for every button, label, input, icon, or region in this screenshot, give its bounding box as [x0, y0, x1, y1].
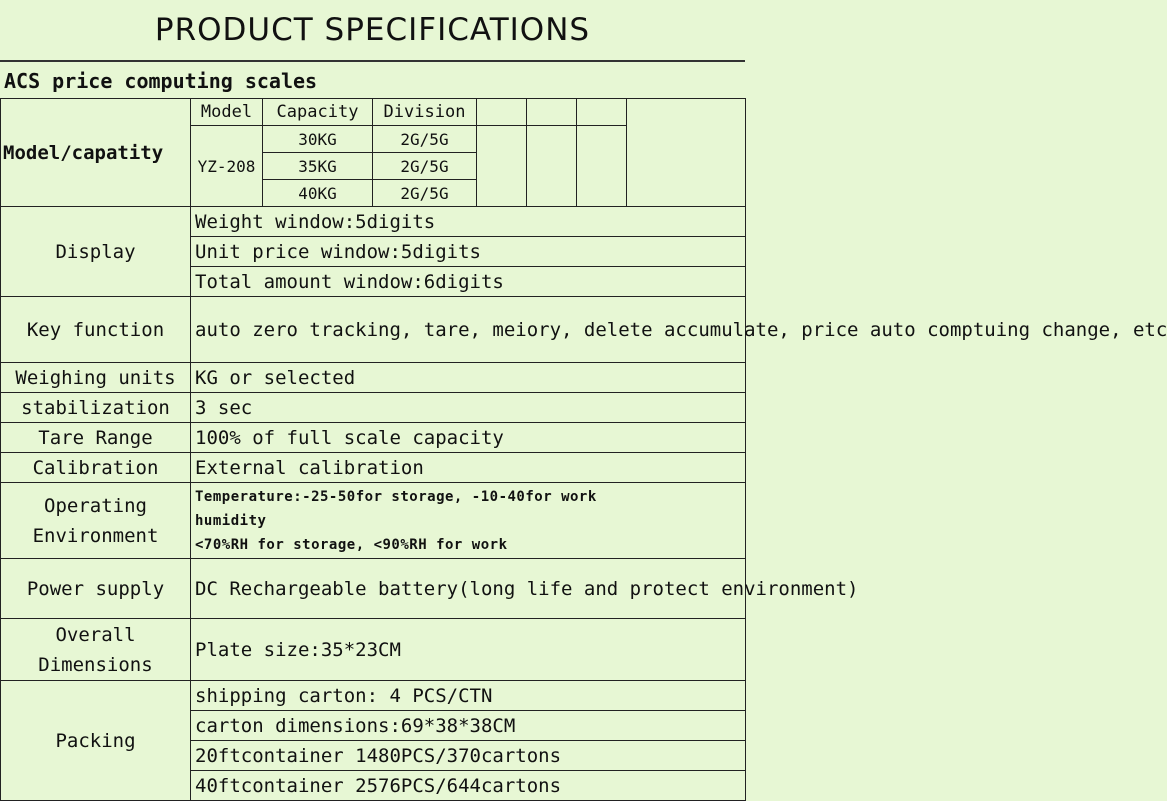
operating-environment-value — [191, 483, 746, 559]
empty-cell — [627, 99, 746, 207]
display-row — [1, 207, 746, 237]
capacity-value: 30KG — [263, 126, 373, 153]
model-header-row — [1, 99, 746, 126]
division-value: 2G/5G — [373, 126, 477, 153]
packing-line: carton dimensions:69*38*38CM — [191, 711, 746, 741]
key-function-row — [1, 297, 746, 363]
tare-range-value: 100% of full scale capacity — [191, 423, 746, 453]
model-value: YZ-208 — [191, 126, 263, 207]
calibration-value: External calibration — [191, 453, 746, 483]
empty-cell — [477, 99, 527, 126]
overall-dimensions-value: Plate size:35*23CM — [191, 619, 746, 681]
tare-range-row — [1, 423, 746, 453]
overall-dimensions-label — [1, 619, 191, 681]
operating-label-line1: Operating — [44, 494, 147, 517]
dimensions-label-line2: Dimensions — [38, 653, 153, 676]
key-function-value: auto zero tracking, tare, meiory, delete accumulate, price auto comptuing change, etc — [191, 297, 746, 363]
packing-line: 20ftcontainer 1480PCS/370cartons — [191, 741, 746, 771]
display-line: Total amount window:6digits — [191, 267, 746, 297]
calibration-label: Calibration — [1, 453, 191, 483]
calibration-row — [1, 453, 746, 483]
operating-environment-row — [1, 483, 746, 559]
operating-label-line2: Environment — [32, 524, 159, 547]
display-line: Unit price window:5digits — [191, 237, 746, 267]
power-supply-value: DC Rechargeable battery(long life and protect environment) — [191, 559, 746, 619]
display-line: Weight window:5digits — [191, 207, 746, 237]
empty-cell — [527, 126, 577, 207]
dimensions-label-line1: Overall — [55, 623, 136, 646]
packing-label: Packing — [1, 681, 191, 801]
tare-range-label: Tare Range — [1, 423, 191, 453]
page-title: PRODUCT SPECIFICATIONS — [154, 12, 591, 48]
empty-cell — [577, 99, 627, 126]
overall-dimensions-row — [1, 619, 746, 681]
stabilization-label: stabilization — [1, 393, 191, 423]
empty-cell — [477, 126, 527, 207]
division-value: 2G/5G — [373, 180, 477, 207]
empty-cell — [527, 99, 577, 126]
humidity-range-line: <70%RH for storage, <90%RH for work — [195, 536, 508, 553]
stabilization-value: 3 sec — [191, 393, 746, 423]
weighing-units-value: KG or selected — [191, 363, 746, 393]
header-model: Model — [191, 99, 263, 126]
title-divider — [0, 60, 745, 62]
packing-row — [1, 681, 746, 711]
header-division: Division — [373, 99, 477, 126]
division-value: 2G/5G — [373, 153, 477, 180]
power-supply-row — [1, 559, 746, 619]
packing-line: shipping carton: 4 PCS/CTN — [191, 681, 746, 711]
product-name: ACS price computing scales — [4, 69, 318, 93]
empty-cell — [577, 126, 627, 207]
header-capacity: Capacity — [263, 99, 373, 126]
humidity-line: humidity — [195, 512, 267, 529]
operating-environment-label — [1, 483, 191, 559]
packing-line: 40ftcontainer 2576PCS/644cartons — [191, 771, 746, 801]
spec-table — [0, 98, 1167, 801]
capacity-value: 40KG — [263, 180, 373, 207]
stabilization-row — [1, 393, 746, 423]
capacity-value: 35KG — [263, 153, 373, 180]
power-supply-label: Power supply — [1, 559, 191, 619]
key-function-label: Key function — [1, 297, 191, 363]
display-label: Display — [1, 207, 191, 297]
weighing-units-row — [1, 363, 746, 393]
model-capacity-label: Model/capatity — [1, 99, 191, 207]
weighing-units-label: Weighing units — [1, 363, 191, 393]
temperature-line: Temperature:-25-50for storage, -10-40for work — [195, 488, 597, 505]
